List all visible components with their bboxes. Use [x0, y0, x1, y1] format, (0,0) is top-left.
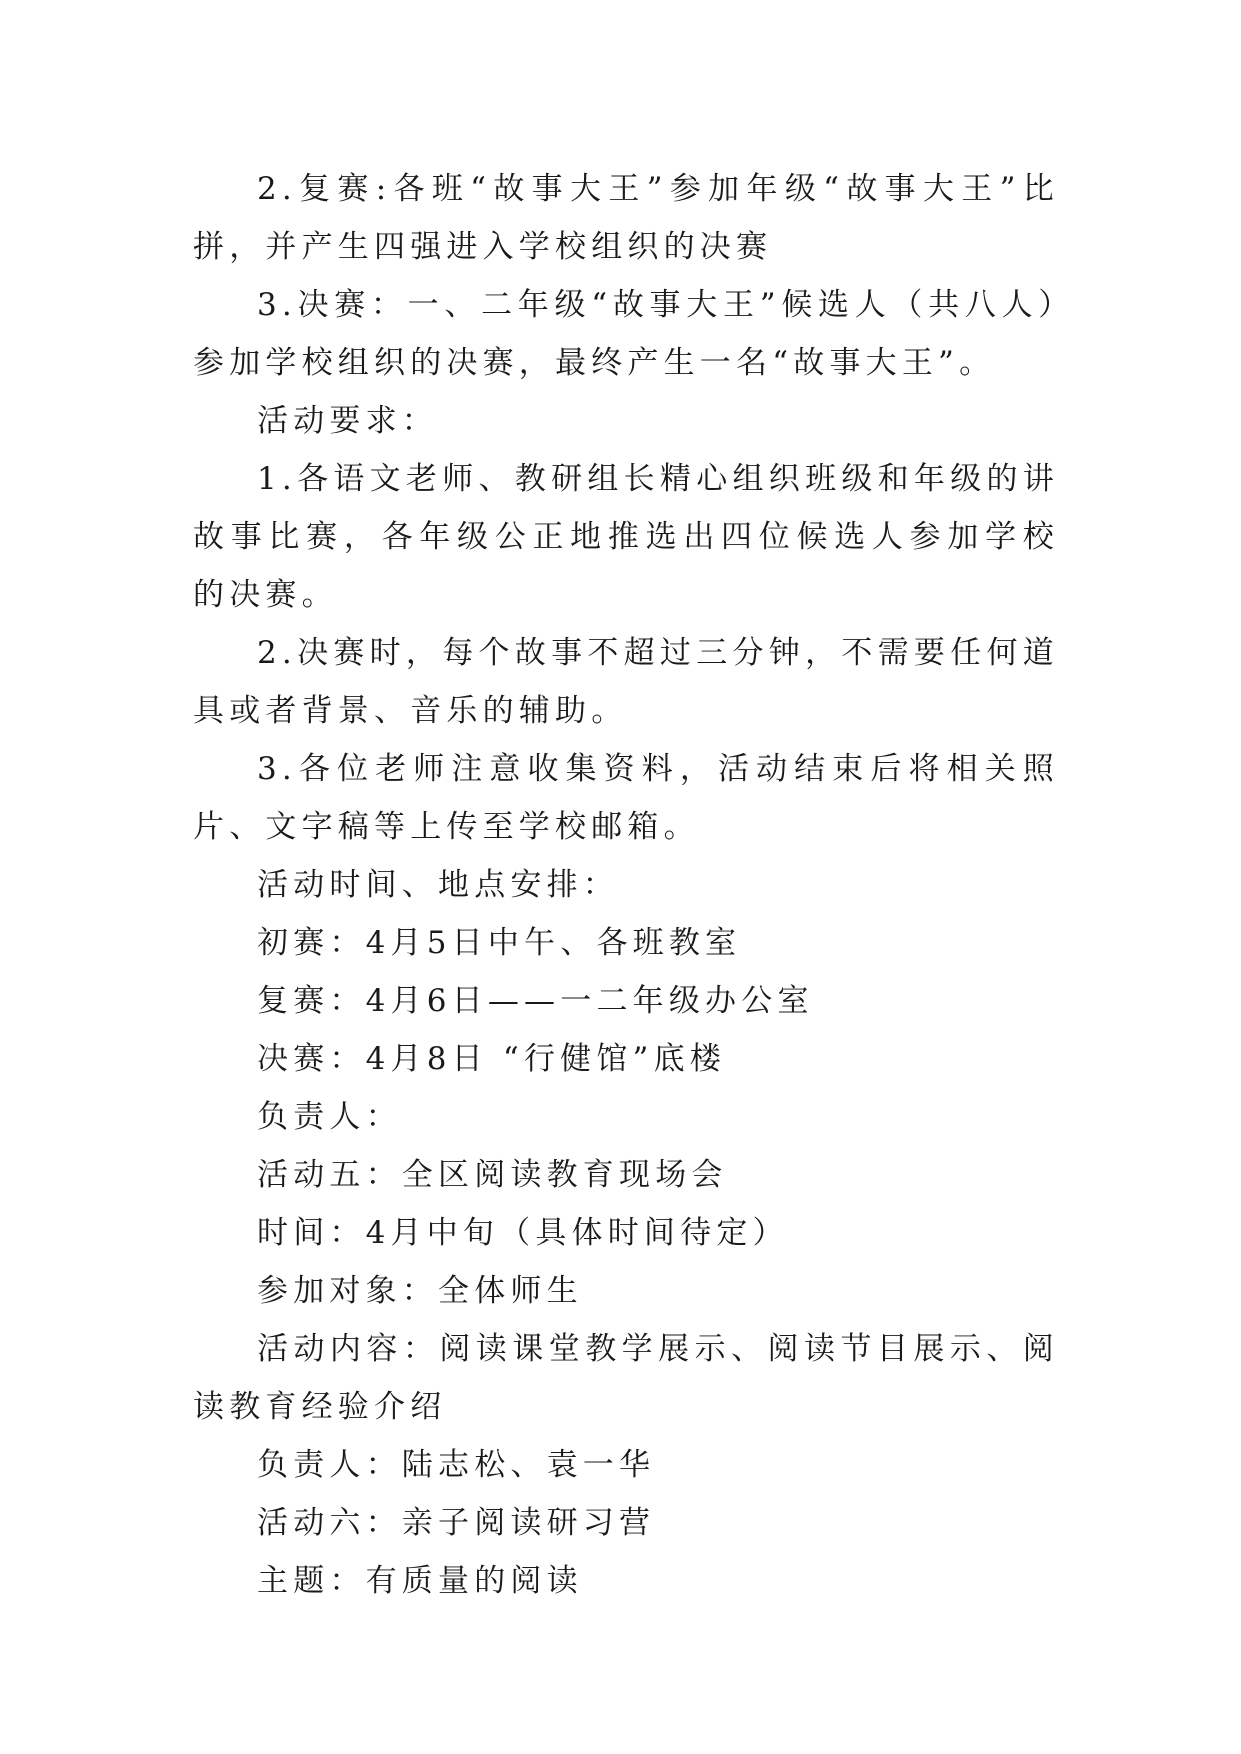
document-body [193, 160, 1059, 1610]
heading-time-location: 活动时间、地点安排： [257, 867, 619, 903]
heading-activity-five: 活动五：全区阅读教育现场会 [257, 1157, 728, 1193]
schedule-final: 决赛：4月8日 “行健馆”底楼 [257, 1041, 726, 1077]
activity-five-person-in-charge: 负责人：陆志松、袁一华 [257, 1447, 656, 1483]
schedule-preliminary: 初赛：4月5日中午、各班教室 [257, 925, 742, 961]
paragraph-final: 3.决赛：一、二年级“故事大王”候选人（共八人）参加学校组织的决赛，最终产生一名“故事大王”。 [193, 287, 1059, 381]
activity-five-participants: 参加对象：全体师生 [257, 1273, 583, 1309]
paragraph-semifinal: 2.复赛:各班“故事大王”参加年级“故事大王”比拼，并产生四强进入学校组织的决赛 [193, 171, 1059, 265]
paragraph-requirement-1: 1.各语文老师、教研组长精心组织班级和年级的讲故事比赛，各年级公正地推选出四位候选人参加学校的决赛。 [193, 461, 1059, 613]
activity-five-content: 活动内容：阅读课堂教学展示、阅读节目展示、阅读教育经验介绍 [193, 1331, 1059, 1425]
person-in-charge: 负责人： [257, 1099, 402, 1135]
activity-six-theme: 主题：有质量的阅读 [257, 1563, 583, 1599]
heading-activity-six: 活动六：亲子阅读研习营 [257, 1505, 656, 1541]
paragraph-requirement-3: 3.各位老师注意收集资料，活动结束后将相关照片、文字稿等上传至学校邮箱。 [193, 751, 1059, 845]
heading-activity-requirements: 活动要求： [257, 403, 438, 439]
schedule-semifinal: 复赛：4月6日——一二年级办公室 [257, 983, 814, 1019]
paragraph-requirement-2: 2.决赛时，每个故事不超过三分钟，不需要任何道具或者背景、音乐的辅助。 [193, 635, 1059, 729]
activity-five-time: 时间：4月中旬（具体时间待定） [257, 1215, 789, 1251]
